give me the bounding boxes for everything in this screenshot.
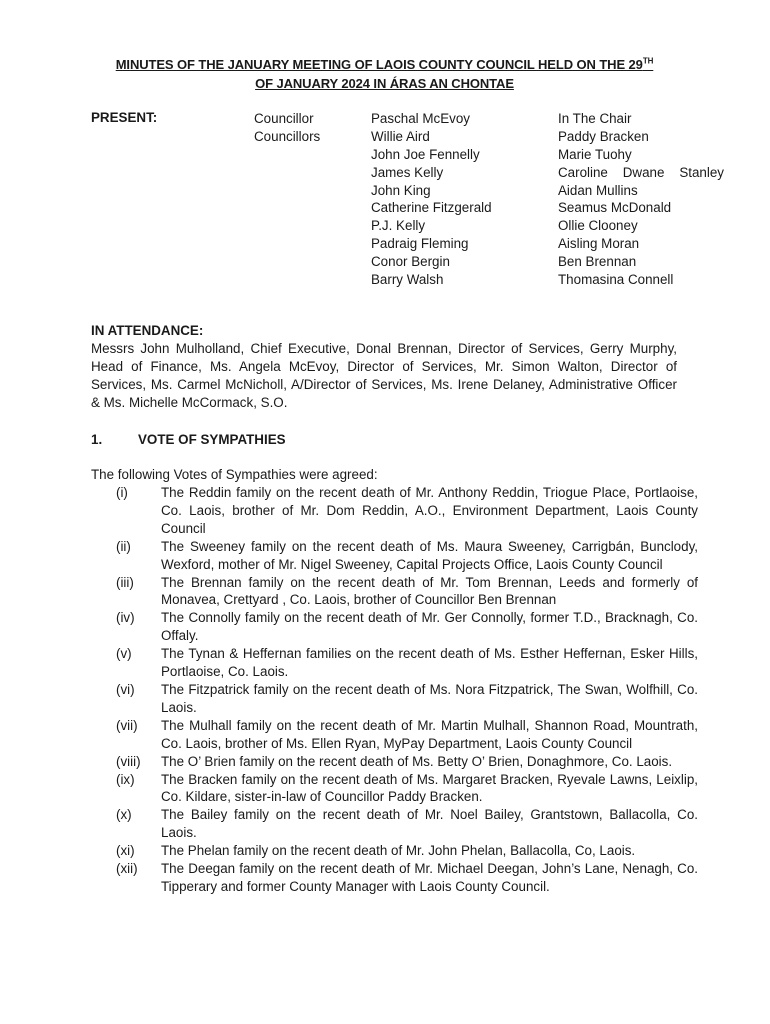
councillor-name: Thomasina Connell [558, 272, 674, 288]
item-text: The Deegan family on the recent death of Mr. Michael Deegan, John’s Lane, Nenagh, Co. Tipperary and former County Manager with Laois County Council. [161, 861, 698, 894]
councillor-name: Marie Tuohy [558, 146, 632, 162]
item-text: The Brennan family on the recent death of Mr. Tom Brennan, Leeds and formerly of Monavea, Crettyard , Co. Laois, brother of Councillor Ben Brennan [161, 574, 698, 608]
councillor-name: P.J. Kelly [371, 218, 426, 234]
attendance-body: Messrs John Mulholland, Chief Executive, Donal Brennan, Director of Services, Gerry Murphy, Head of Finance, Ms. Angela McEvoy, Director of Services, Mr. Simon Walton, Director of Services, Ms. Carmel McNicholl, A/Director of Services, Ms. Irene Delaney, Administrative Officer & Ms. Michelle McCormack, S.O. [91, 341, 677, 410]
sympathies-list [91, 484, 698, 896]
councillor-name: Catherine Fitzgerald [371, 200, 492, 216]
present-names-column-2 [558, 110, 724, 289]
item-number: (iv) [116, 610, 135, 626]
item-text: The Sweeney family on the recent death of Ms. Maura Sweeney, Carrigbán, Bunclody, Wexford, mother of Mr. Nigel Sweeney, Capital Projects Office, Laois County Council [161, 538, 698, 572]
item-number: (v) [116, 646, 132, 662]
list-item [91, 806, 698, 842]
list-item [91, 771, 698, 807]
item-text: The Fitzpatrick family on the recent death of Ms. Nora Fitzpatrick, The Swan, Wolfhill, Co. Laois. [161, 681, 698, 715]
item-number: (x) [116, 807, 132, 823]
sympathies-intro: The following Votes of Sympathies were agreed: [91, 467, 378, 482]
item-text: The Tynan & Heffernan families on the recent death of Ms. Esther Heffernan, Esker Hills, Portlaoise, Co. Laois. [161, 646, 698, 680]
list-item [91, 538, 698, 574]
councillor-name: Barry Walsh [371, 272, 444, 288]
councillor-name: Aidan Mullins [558, 182, 638, 198]
councillor-name: Ollie Clooney [558, 218, 638, 234]
item-number: (vi) [116, 681, 135, 697]
councillor-name: Paddy Bracken [558, 128, 649, 144]
item-number: (i) [116, 485, 128, 500]
list-item [91, 842, 698, 860]
item-number: (iii) [116, 574, 134, 590]
councillor-name: Ben Brennan [558, 254, 637, 270]
list-item [91, 645, 698, 681]
section-heading [91, 431, 286, 449]
title-line-2: OF JANUARY 2024 IN ÁRAS AN CHONTAE [255, 76, 514, 91]
section-number: 1. [91, 432, 103, 447]
list-item [91, 484, 698, 538]
present-roles [254, 110, 320, 146]
item-text: The Bracken family on the recent death of Ms. Margaret Bracken, Ryevale Lawns, Leixlip, Co. Kildare, sister-in-law of Councillor Paddy Bracken. [161, 771, 698, 805]
title-line-1: MINUTES OF THE JANUARY MEETING OF LAOIS COUNTY COUNCIL HELD ON THE 29TH [115, 56, 654, 72]
councillor-name: Conor Bergin [371, 254, 450, 270]
role-chair: Councillor [254, 111, 314, 126]
councillor-name: Aisling Moran [558, 236, 640, 252]
councillor-name: Willie Aird [371, 128, 430, 144]
item-number: (ix) [116, 771, 135, 787]
list-item [91, 753, 698, 771]
item-text: The Bailey family on the recent death of Mr. Noel Bailey, Grantstown, Ballacolla, Co. Laois. [161, 807, 698, 841]
councillor-name: Padraig Fleming [371, 236, 469, 252]
list-item [91, 609, 698, 645]
list-item [91, 681, 698, 717]
item-text: The Connolly family on the recent death of Mr. Ger Connolly, former T.D., Bracknagh, Co. Offaly. [161, 610, 698, 644]
item-number: (vii) [116, 717, 138, 733]
councillor-name: James Kelly [371, 164, 444, 180]
councillor-name: Caroline Dwane Stanley [558, 164, 724, 180]
councillor-name: John Joe Fennelly [371, 146, 480, 162]
section-title: VOTE OF SYMPATHIES [138, 432, 286, 447]
councillor-name: John King [371, 182, 431, 198]
item-number: (viii) [116, 753, 141, 769]
item-text: The Reddin family on the recent death of Mr. Anthony Reddin, Triogue Place, Portlaoise, Co. Laois, brother of Mr. Dom Reddin, A.O., Environment Department, Laois County Council [161, 485, 698, 536]
item-text: The O’ Brien family on the recent death of Ms. Betty O’ Brien, Donaghmore, Co. Laois. [161, 753, 673, 769]
item-text: The Phelan family on the recent death of Mr. John Phelan, Ballacolla, Co, Laois. [161, 843, 636, 859]
role-members: Councillors [254, 128, 321, 144]
title-superscript: TH [642, 56, 654, 66]
item-number: (xi) [116, 843, 135, 859]
councillor-name: Seamus McDonald [558, 200, 672, 216]
page-title [92, 55, 677, 93]
item-text: The Mulhall family on the recent death of Mr. Martin Mulhall, Shannon Road, Mountrath, Co. Laois, brother of Ms. Ellen Ryan, MyPay Department, Laois County Council [161, 717, 698, 751]
item-number: (ii) [116, 538, 131, 554]
present-names-column-1 [371, 110, 492, 289]
list-item [91, 574, 698, 610]
list-item [91, 717, 698, 753]
present-label: PRESENT: [91, 110, 158, 125]
chair-note: In The Chair [558, 111, 632, 126]
item-number: (xii) [116, 861, 138, 877]
councillor-name: Paschal McEvoy [371, 111, 470, 126]
list-item [91, 860, 698, 896]
attendance-heading: IN ATTENDANCE: [91, 323, 204, 338]
